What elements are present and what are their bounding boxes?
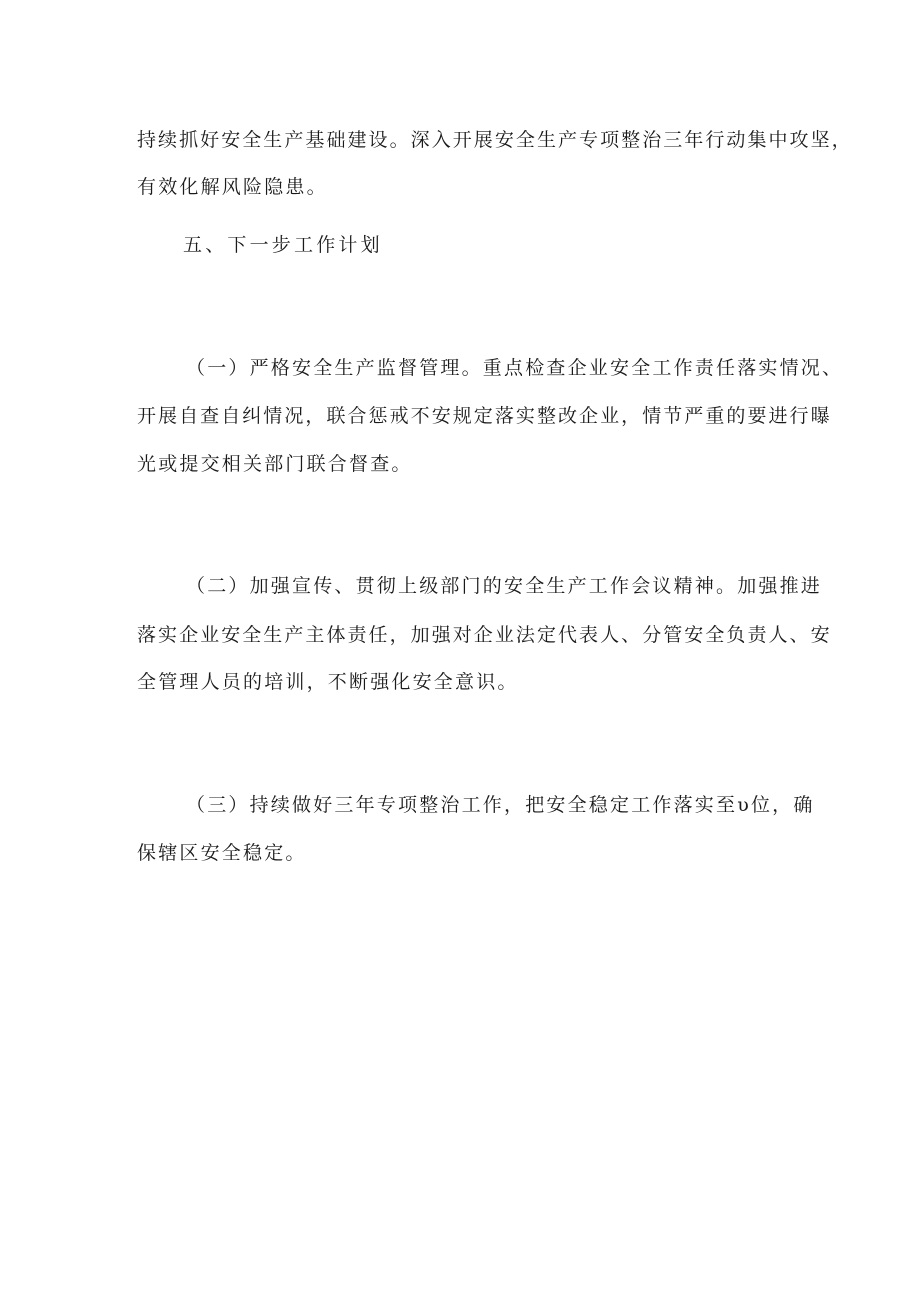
paragraph-line: 开展自查自纠情况，联合惩戒不安规定落实整改企业，情节严重的要进行曝: [137, 405, 832, 427]
paragraph-line: 持续抓好安全生产基础建设。深入开展安全生产专项整治三年行动集中攻坚，: [137, 129, 853, 151]
paragraph-line: 落实企业安全生产主体责任，加强对企业法定代表人、分管安全负责人、安: [137, 624, 832, 646]
paragraph-line: 有效化解风险隐患。: [137, 176, 328, 198]
section-heading: 五、下一步工作计划: [183, 234, 383, 256]
paragraph-line: （三）持续做好三年专项整治工作，把安全稳定工作落实至υ位，确: [186, 794, 815, 816]
paragraph-line: 光或提交相关部门联合督查。: [137, 453, 413, 475]
paragraph-line: （二）加强宣传、贯彻上级部门的安全生产工作会议精神。加强推进: [186, 575, 823, 597]
paragraph-line: 全管理人员的培训，不断强化安全意识。: [137, 671, 519, 693]
paragraph-line: （一）严格安全生产监督管理。重点检查企业安全工作责任落实情况、: [186, 357, 844, 379]
paragraph-line: 保辖区安全稳定。: [137, 842, 307, 864]
